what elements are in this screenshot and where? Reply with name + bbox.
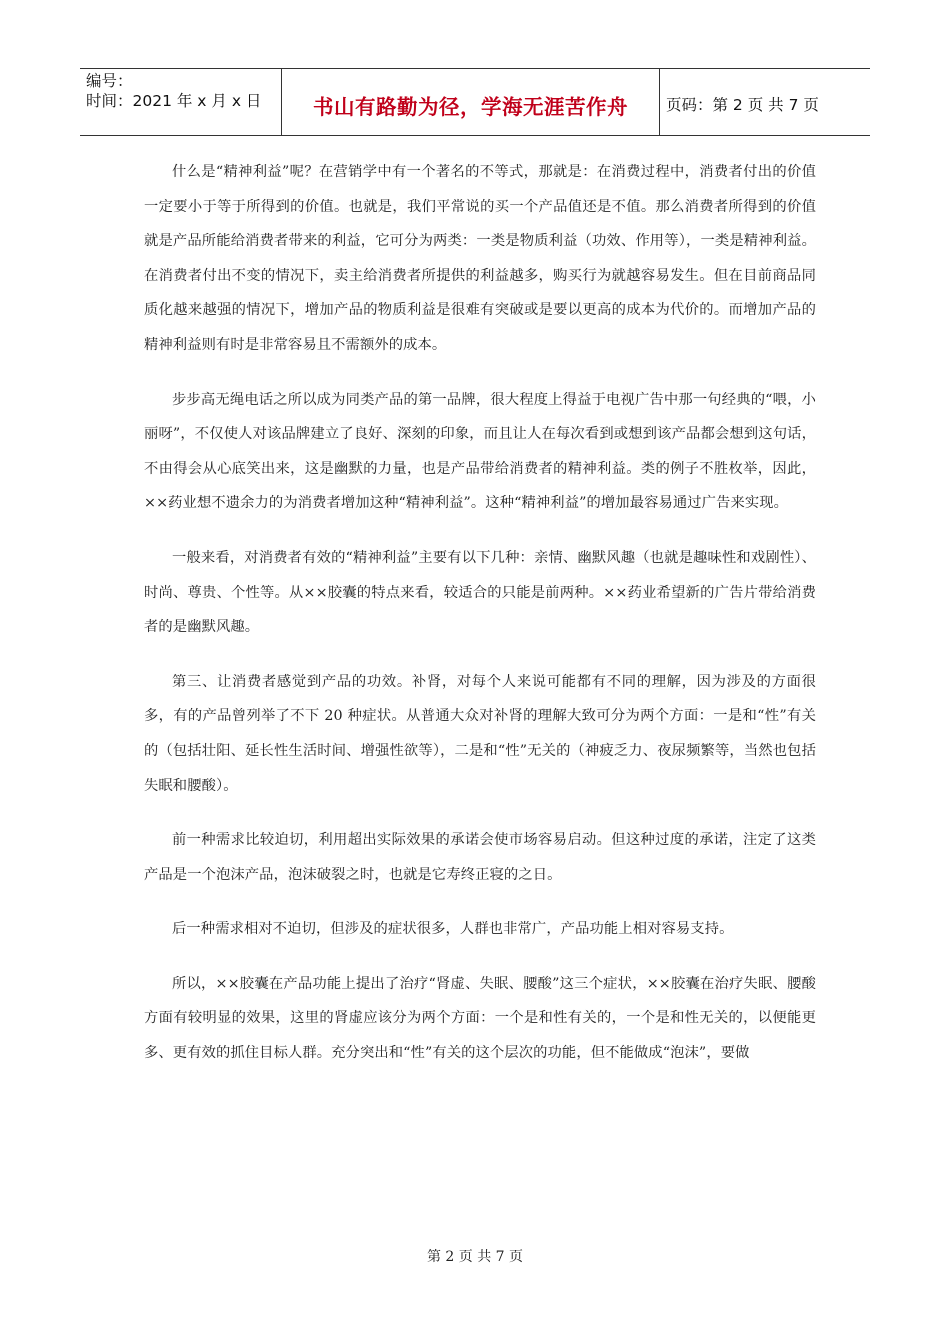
header-page-cell [660,69,870,135]
header-meta-cell [80,69,282,135]
paragraph: 后一种需求相对不迫切，但涉及的症状很多，人群也非常广，产品功能上相对容易支持。 [172,921,734,938]
footer-page-number: 第 2 页 共 7 页 [426,1249,524,1265]
document-body [144,155,816,1091]
header-slogan: 书山有路勤为径，学海无涯苦作舟 [313,95,628,119]
paragraph: 第三、让消费者感觉到产品的功效。补肾，对每个人来说可能都有不同的理解，因为涉及的方面很多，有的产品曾列举了不下 20 种症状。从普通大众对补肾的理解大致可分为两个方面：一是和“性”有关的（包括壮阳、延长性生活时间、增强性欲等），二是和“性”无关的（神疲乏力、夜尿频繁等，当然也包括失眠和腰酸）。 [144,673,816,794]
page-header [80,68,870,136]
header-page-code: 页码：第 2 页 共 7 页 [666,96,819,114]
document-date: 时间：2021 年 x 月 x 日 [86,92,262,110]
paragraph: 所以，××胶囊在产品功能上提出了治疗“肾虚、失眠、腰酸”这三个症状，××胶囊在治疗失眠、腰酸方面有较明显的效果，这里的肾虚应该分为两个方面：一个是和性有关的，一个是和性无关的，以便能更多、更有效的抓住目标人群。充分突出和“性”有关的这个层次的功能，但不能做成“泡沫”，要做 [144,975,816,1062]
header-slogan-cell [282,69,660,135]
paragraph: 一般来看，对消费者有效的“精神利益”主要有以下几种：亲情、幽默风趣（也就是趣味性和戏剧性）、时尚、尊贵、个性等。从××胶囊的特点来看，较适合的只能是前两种。××药业希望新的广告片带给消费者的是幽默风趣。 [144,549,816,636]
paragraph: 什么是“精神利益”呢？在营销学中有一个著名的不等式，那就是：在消费过程中，消费者付出的价值一定要小于等于所得到的价值。也就是，我们平常说的买一个产品值还是不值。那么消费者所得到的价值就是产品所能给消费者带来的利益，它可分为两类：一类是物质利益（功效、作用等），一类是精神利益。在消费者付出不变的情况下，卖主给消费者所提供的利益越多，购买行为就越容易发生。但在目前商品同质化越来越强的情况下，增加产品的物质利益是很难有突破或是要以更高的成本为代价的。而增加产品的精神利益则有时是非常容易且不需额外的成本。 [144,164,816,353]
page-footer [0,1246,950,1266]
document-number-label: 编号： [86,72,133,90]
paragraph: 步步高无绳电话之所以成为同类产品的第一品牌，很大程度上得益于电视广告中那一句经典的“喂，小丽呀”，不仅使人对该品牌建立了良好、深刻的印象，而且让人在每次看到或想到该产品都会想到这句话，不由得会从心底笑出来，这是幽默的力量，也是产品带给消费者的精神利益。类的例子不胜枚举，因此，××药业想不遗余力的为消费者增加这种“精神利益”。这种“精神利益”的增加最容易通过广告来实现。 [144,391,816,512]
paragraph: 前一种需求比较迫切，利用超出实际效果的承诺会使市场容易启动。但这种过度的承诺，注定了这类产品是一个泡沫产品，泡沫破裂之时，也就是它寿终正寝的之日。 [144,832,816,883]
